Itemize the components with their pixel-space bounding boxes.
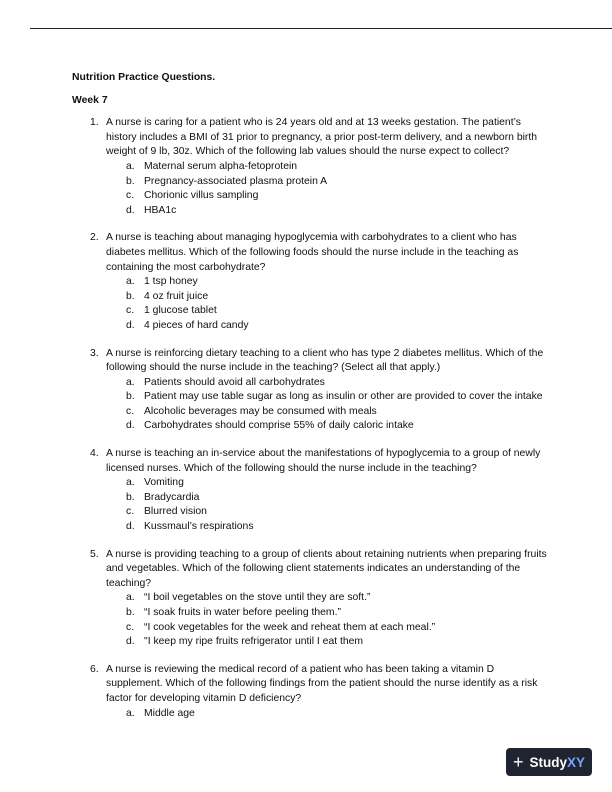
option-text: Middle age: [144, 707, 195, 719]
question-number: 1.: [90, 117, 99, 129]
option-letter: a.: [126, 276, 135, 288]
option-text: Kussmaul’s respirations: [144, 521, 254, 533]
option-letter: c.: [126, 190, 135, 202]
option-letter: d.: [126, 204, 135, 216]
answer-option: [72, 275, 552, 290]
option-letter: a.: [126, 707, 135, 719]
question-text: A nurse is reviewing the medical record of a patient who has been taking a vitamin D supplement. Which of the following findings from the patient should the nurse identify as a risk factor for developing vitamin D deficiency?: [106, 663, 538, 704]
option-letter: a.: [126, 376, 135, 388]
document-title: Nutrition Practice Questions.: [72, 72, 216, 83]
option-letter: c.: [126, 405, 135, 417]
option-text: “I boil vegetables on the stove until they are soft.”: [144, 592, 371, 604]
question-text: A nurse is reinforcing dietary teaching to a client who has type 2 diabetes mellitus. Which of the following should the nurse include in the teaching? (Select all that apply.): [106, 347, 544, 374]
answer-option: [72, 505, 552, 520]
option-text: Maternal serum alpha-fetoprotein: [144, 160, 298, 172]
option-text: 4 pieces of hard candy: [144, 319, 249, 331]
question-number: 5.: [90, 548, 99, 560]
answer-option: [72, 491, 552, 506]
option-letter: a.: [126, 160, 135, 172]
option-letter: b.: [126, 491, 135, 503]
question-item: [72, 447, 552, 535]
option-text: Pregnancy-associated plasma protein A: [144, 175, 328, 187]
answer-option: [72, 204, 552, 219]
week-heading: Week 7: [72, 94, 108, 106]
option-text: HBA1c: [144, 204, 177, 216]
question-number: 2.: [90, 232, 99, 244]
answer-option: [72, 405, 552, 420]
option-text: Patients should avoid all carbohydrates: [144, 376, 325, 388]
plus-icon: +: [512, 752, 524, 772]
answer-option: [72, 175, 552, 190]
option-text: Vomiting: [144, 477, 184, 489]
brand-accent: XY: [567, 754, 586, 770]
question-number: 4.: [90, 448, 99, 460]
question-number: 3.: [90, 347, 99, 359]
question-number: 6.: [90, 663, 99, 675]
question-item: [72, 116, 552, 218]
option-list: [72, 476, 552, 534]
option-text: Alcoholic beverages may be consumed with meals: [144, 405, 377, 417]
option-text: “I soak fruits in water before peeling them.”: [144, 607, 341, 618]
answer-option: [72, 390, 552, 405]
answer-option: [72, 591, 552, 606]
option-letter: b.: [126, 391, 135, 403]
question-item: [72, 663, 552, 721]
answer-option: [72, 160, 552, 175]
studyxy-badge[interactable]: [506, 748, 592, 776]
option-list: [72, 707, 552, 722]
option-text: 4 oz fruit juice: [144, 290, 209, 302]
answer-option: [72, 621, 552, 636]
option-text: Blurred vision: [144, 506, 207, 518]
option-letter: c.: [126, 305, 135, 317]
question-text: A nurse is teaching about managing hypoglycemia with carbohydrates to a client who has diabetes mellitus. Which of the following foods should the nurse include in the teaching as containing the most carbohydrate?: [106, 232, 519, 273]
question-text: A nurse is teaching an in-service about the manifestations of hypoglycemia to a group of newly licensed nurses. Which of the following should the nurse include in the teaching?: [106, 448, 541, 474]
question-list: [72, 116, 552, 721]
answer-option: [72, 707, 552, 722]
option-text: Bradycardia: [144, 491, 200, 503]
document-body: [72, 71, 552, 734]
option-text: 1 tsp honey: [144, 276, 198, 288]
option-list: [72, 591, 552, 649]
top-rule: [30, 28, 612, 29]
option-letter: d.: [126, 636, 135, 648]
option-text: "I keep my ripe fruits refrigerator until I eat them: [144, 636, 364, 648]
option-letter: b.: [126, 607, 135, 618]
question-item: [72, 548, 552, 650]
option-list: [72, 275, 552, 333]
option-letter: b.: [126, 290, 135, 302]
option-letter: d.: [126, 319, 135, 331]
option-letter: d.: [126, 420, 135, 432]
option-letter: a.: [126, 477, 135, 489]
option-text: Chorionic villus sampling: [144, 190, 259, 202]
answer-option: [72, 635, 552, 650]
question-item: [72, 347, 552, 435]
option-text: Carbohydrates should comprise 55% of daily caloric intake: [144, 420, 414, 432]
answer-option: [72, 419, 552, 434]
option-text: Patient may use table sugar as long as insulin or other are provided to cover the intake: [144, 391, 543, 403]
answer-option: [72, 189, 552, 204]
answer-option: [72, 476, 552, 491]
option-letter: a.: [126, 592, 135, 604]
question-text: A nurse is caring for a patient who is 24 years old and at 13 weeks gestation. The patient’s history includes a BMI of 31 prior to pregnancy, a prior post-term delivery, and a newborn birth weight of 9 lb, 30z. Which of the following lab values should the nurse expect to collect?: [106, 117, 538, 158]
answer-option: [72, 290, 552, 305]
question-text: A nurse is providing teaching to a group of clients about retaining nutrients when preparing fruits and vegetables. Which of the following client statements indicates an understanding of the teaching?: [106, 548, 547, 589]
option-letter: c.: [126, 506, 135, 518]
option-list: [72, 376, 552, 434]
answer-option: [72, 304, 552, 319]
answer-option: [72, 606, 552, 621]
option-text: 1 glucose tablet: [144, 305, 217, 317]
answer-option: [72, 319, 552, 334]
brand-main: Study: [529, 754, 567, 770]
option-letter: b.: [126, 175, 135, 187]
option-letter: d.: [126, 521, 135, 533]
option-list: [72, 160, 552, 218]
answer-option: [72, 376, 552, 391]
option-text: “I cook vegetables for the week and reheat them at each meal.”: [144, 621, 436, 633]
option-letter: c.: [126, 621, 135, 633]
question-item: [72, 231, 552, 333]
answer-option: [72, 520, 552, 535]
